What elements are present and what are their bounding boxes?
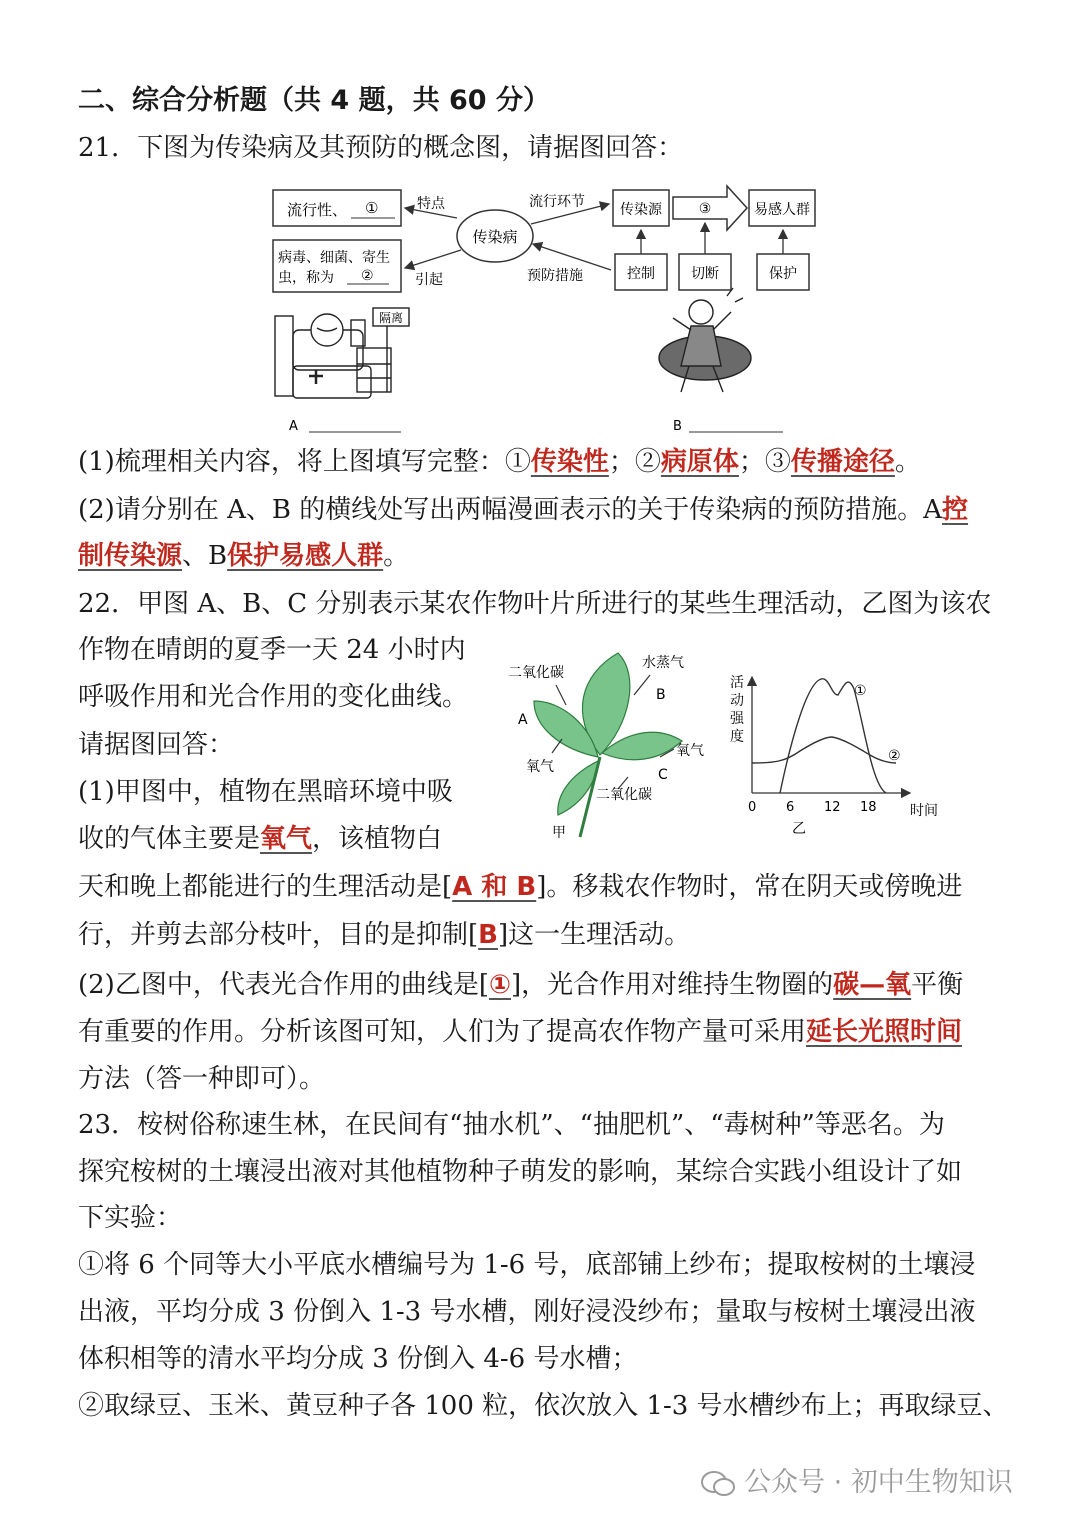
q22-line6	[78, 822, 442, 856]
blank-1: ①	[365, 199, 379, 217]
box-cut-text: 切断	[691, 266, 719, 282]
q22-line10-prefix: 有重要的作用。分析该图可知，人们为了提高农作物产量可采用	[78, 1017, 807, 1047]
leaf-label-a: A	[518, 712, 528, 728]
q23-line1: 23．桉树俗称速生林，在民间有“抽水机”、“抽肥机”、“毒树种”等恶名。为	[78, 1110, 945, 1140]
cartoon-exercise	[659, 288, 751, 392]
tick-12: 12	[824, 800, 841, 815]
q22-line9	[78, 968, 963, 1002]
q23-line3: 下实验：	[78, 1203, 183, 1233]
leaf-o2-right: 氧气	[676, 743, 704, 759]
box-cause-text-1: 病毒、细菌、寄生	[278, 250, 390, 266]
leaf-label-c: C	[658, 767, 668, 783]
box-protect-text: 保护	[769, 266, 797, 282]
answer-2: 病原体	[660, 447, 739, 477]
q22-line7	[78, 870, 962, 904]
answer-a-part1: 控	[942, 495, 969, 525]
curve2-label: ②	[888, 748, 901, 764]
isolation-sign-text: 隔离	[378, 311, 404, 325]
graph-ylabel-4: 度	[730, 729, 744, 745]
box-features-text: 流行性、	[287, 201, 348, 219]
q21-concept-diagram	[265, 180, 825, 440]
leaf-co2-top: 二氧化碳	[508, 665, 564, 681]
leaf-co2-bottom: 二氧化碳	[596, 787, 652, 803]
center-disease-text: 传染病	[472, 228, 518, 246]
q22-line4: 请据图回答：	[78, 730, 235, 760]
q22-line11: 方法（答一种即可）。	[78, 1064, 326, 1094]
q21-part2-line1	[78, 493, 968, 527]
box-susceptible-text: 易感人群	[754, 202, 810, 218]
q23-line2: 探究桉树的土壤浸出液对其他植物种子萌发的影响，某综合实践小组设计了如	[78, 1157, 963, 1187]
q21-part1	[78, 445, 921, 479]
q21-p2-end: 。	[383, 541, 410, 571]
q22-line8-suffix: ]这一生理活动。	[497, 920, 691, 950]
section-heading: 二、综合分析题（共 4 题，共 60 分）	[78, 85, 550, 116]
answer-a-part2: 制传染源	[78, 541, 183, 571]
box-cause-text-2: 虫，称为	[278, 270, 334, 286]
answer-ab: A 和 B	[452, 872, 537, 902]
arrow-features-label: 特点	[417, 196, 445, 212]
answer-3: 传播途径	[790, 447, 895, 477]
caption-b: B	[673, 419, 682, 434]
q21-part2-line2	[78, 539, 409, 573]
tick-6: 6	[786, 800, 795, 815]
q22-line3: 呼吸作用和光合作用的变化曲线。	[78, 682, 469, 712]
answer-method: 延长光照时间	[806, 1017, 963, 1047]
q21-p1-sep1: ；②	[608, 447, 661, 477]
answer-oxygen: 氧气	[260, 824, 313, 854]
q22-line8	[78, 918, 690, 952]
q23-line6: 体积相等的清水平均分成 3 份倒入 4-6 号水槽；	[78, 1344, 638, 1374]
answer-balance: 碳—氧	[833, 970, 912, 1000]
q23-line5: 出液，平均分成 3 份倒入 1-3 号水槽，刚好浸没纱布；量取与桉树土壤浸出液	[78, 1297, 976, 1327]
q22-line5: (1)甲图中，植物在黑暗环境中吸	[78, 777, 453, 807]
curve-photosynthesis	[780, 679, 886, 793]
activity-graph	[720, 665, 955, 845]
q21-p1-prefix: (1)梳理相关内容，将上图填写完整：①	[78, 447, 531, 477]
arrow-cause-label: 引起	[415, 272, 443, 288]
leaf-diagram	[500, 645, 720, 845]
q22-line8-prefix: 行，并剪去部分枝叶，目的是抑制[	[78, 920, 479, 950]
answer-b-process: B	[478, 920, 498, 950]
answer-1: 传染性	[530, 447, 609, 477]
answer-b: 保护易感人群	[227, 541, 384, 571]
answer-curve: ①	[488, 970, 511, 1000]
watermark-text: 公众号 · 初中生物知识	[744, 1467, 1013, 1498]
watermark	[700, 1460, 1013, 1499]
graph-caption: 乙	[792, 821, 806, 837]
graph-ylabel-2: 动	[730, 693, 744, 709]
q23-line4: ①将 6 个同等大小平底水槽编号为 1-6 号，底部铺上纱布；提取桉树的土壤浸	[78, 1250, 976, 1280]
q22-line7-suffix: ]。移栽农作物时，常在阴天或傍晚进	[536, 872, 963, 902]
wechat-icon	[700, 1470, 736, 1498]
q22-line6-prefix: 收的气体主要是	[78, 824, 261, 854]
leaf-water: 水蒸气	[642, 655, 684, 671]
q22-line1: 22．甲图 A、B、C 分别表示某农作物叶片所进行的某些生理活动，乙图为该农	[78, 589, 992, 619]
q22-line10	[78, 1015, 962, 1049]
tick-0: 0	[748, 800, 757, 815]
caption-a: A	[289, 419, 298, 434]
graph-ylabel-1: 活	[730, 675, 744, 691]
box-source-text: 传染源	[620, 202, 662, 218]
q21-stem: 21．下图为传染病及其预防的概念图，请据图回答：	[78, 133, 684, 163]
box-control-text: 控制	[627, 266, 655, 282]
blank-3: ③	[698, 201, 712, 217]
q23-line7: ②取绿豆、玉米、黄豆种子各 100 粒，依次放入 1-3 号水槽纱布上；再取绿豆、	[78, 1391, 1009, 1421]
q21-p2-mid: 、B	[182, 541, 228, 571]
q22-line6-suffix: ，该植物白	[312, 824, 443, 854]
leaf-o2-left: 氧气	[526, 759, 554, 775]
q21-p1-end: 。	[894, 447, 921, 477]
tick-18: 18	[860, 800, 877, 815]
curve1-label: ①	[854, 683, 867, 699]
arrow-prevent-label: 预防措施	[527, 268, 583, 284]
q22-line7-prefix: 天和晚上都能进行的生理活动是[	[78, 872, 453, 902]
leaf-caption: 甲	[552, 825, 566, 841]
leaf-label-b: B	[656, 687, 666, 703]
q22-line9-suffix: 平衡	[911, 970, 964, 1000]
graph-ylabel-3: 强	[730, 711, 744, 727]
curve-respiration	[752, 737, 896, 763]
q22-line9-prefix: (2)乙图中，代表光合作用的曲线是[	[78, 970, 489, 1000]
graph-xlabel: 时间	[910, 803, 938, 819]
blank-2: ②	[361, 268, 374, 284]
q22-line2: 作物在晴朗的夏季一天 24 小时内	[78, 635, 466, 665]
arrow-links-label: 流行环节	[529, 194, 585, 210]
q22-line9-mid: ]，光合作用对维持生物圈的	[511, 970, 834, 1000]
q21-p1-sep2: ；③	[738, 447, 791, 477]
q21-p2-prefix: (2)请分别在 A、B 的横线处写出两幅漫画表示的关于传染病的预防措施。A	[78, 495, 943, 525]
